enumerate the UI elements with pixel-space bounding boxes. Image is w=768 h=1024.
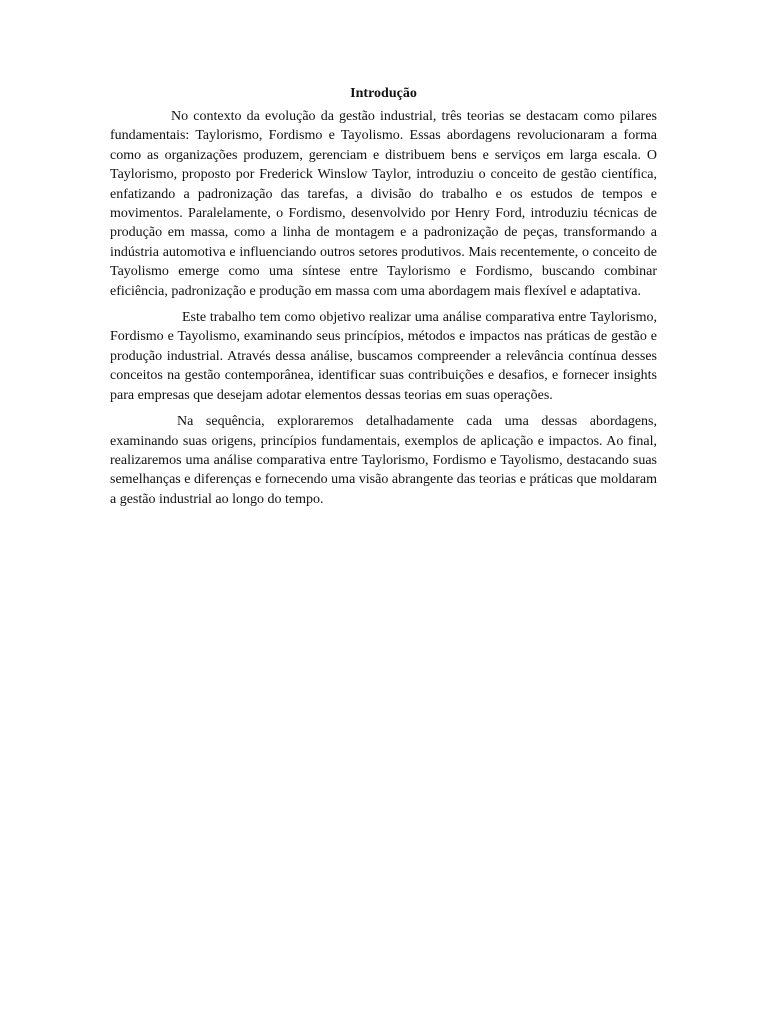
paragraph-1: No contexto da evolução da gestão industrial, três teorias se destacam como pilares fundamentais: Taylorismo, Fordismo e Tayolismo. Essas abordagens revolucionaram a forma como as organizações produzem, gerenciam e distribuem bens e serviços em larga escala. O Taylorismo, proposto por Frederick Winslow Taylor, introduziu o conceito de gestão científica, enfatizando a padronização das tarefas, a divisão do trabalho e os estudos de tempos e movimentos. Paralelamente, o Fordismo, desenvolvido por Henry Ford, introduziu técnicas de produção em massa, como a linha de montagem e a padronização de peças, transformando a indústria automotiva e influenciando outros setores produtivos. Mais recentemente, o conceito de Tayolismo emerge como uma síntese entre Taylorismo e Fordismo, buscando combinar eficiência, padronização e produção em massa com uma abordagem mais flexível e adaptativa.: [110, 109, 657, 299]
document-body: [110, 84, 657, 516]
paragraph-3: Na sequência, exploraremos detalhadamente cada uma dessas abordagens, examinando suas origens, princípios fundamentais, exemplos de aplicação e impactos. Ao final, realizaremos uma análise comparativa entre Taylorismo, Fordismo e Tayolismo, destacando suas semelhanças e diferenças e fornecendo uma visão abrangente das teorias e práticas que moldaram a gestão industrial ao longo do tempo.: [110, 414, 657, 507]
paragraph-2: Este trabalho tem como objetivo realizar uma análise comparativa entre Taylorismo, Fordismo e Tayolismo, examinando seus princípios, métodos e impactos nas práticas de gestão e produção industrial. Através dessa análise, buscamos compreender a relevância contínua desses conceitos na gestão contemporânea, identificar suas contribuições e desafios, e fornecer insights para empresas que desejam adotar elementos dessas teorias em suas operações.: [110, 310, 657, 403]
page-title: Introdução: [350, 86, 417, 101]
